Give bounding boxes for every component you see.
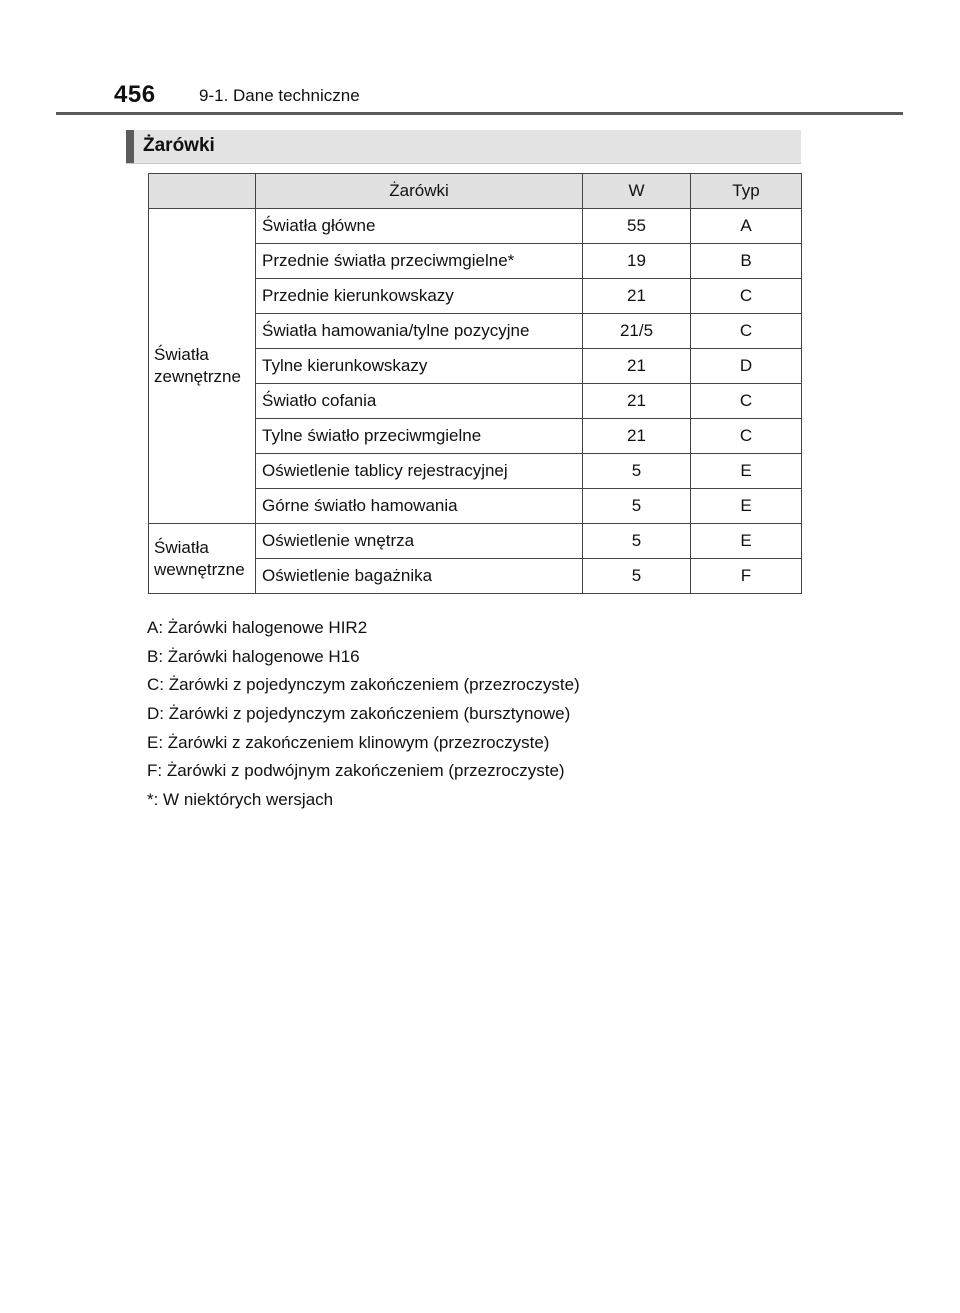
bulb-watt: 5 [583, 559, 691, 594]
bulb-name: Oświetlenie bagażnika [256, 559, 583, 594]
legend-item: F: Żarówki z podwójnym zakończeniem (przezroczyste) [147, 761, 565, 781]
column-header-watt: W [583, 174, 691, 209]
page-header [0, 0, 960, 120]
bulb-type: D [691, 349, 802, 384]
bulb-name: Oświetlenie wnętrza [256, 524, 583, 559]
group-label-exterior [149, 209, 256, 524]
legend [147, 614, 827, 815]
bulb-name: Górne światło hamowania [256, 489, 583, 524]
legend-item: D: Żarówki z pojedynczym zakończeniem (bursztynowe) [147, 704, 571, 724]
bulbs-table [148, 173, 802, 594]
legend-item: E: Żarówki z zakończeniem klinowym (przezroczyste) [147, 732, 550, 752]
table-row [149, 209, 802, 244]
section-title: Żarówki [143, 135, 215, 156]
page-number: 456 [114, 81, 156, 108]
column-header-bulbs: Żarówki [256, 174, 583, 209]
chapter-title: 9-1. Dane techniczne [199, 86, 360, 105]
bulb-type: E [691, 454, 802, 489]
bulb-watt: 21 [583, 279, 691, 314]
bulb-name: Tylne światło przeciwmgielne [256, 419, 583, 454]
header-divider [56, 112, 903, 115]
table-header-row [149, 174, 802, 209]
bulb-name: Oświetlenie tablicy rejestracyjnej [256, 454, 583, 489]
legend-footnote: *: W niektórych wersjach [147, 790, 334, 810]
legend-item: A: Żarówki halogenowe HIR2 [147, 618, 368, 637]
bulb-watt: 5 [583, 524, 691, 559]
column-header-type: Typ [691, 174, 802, 209]
bulb-name: Przednie kierunkowskazy [256, 279, 583, 314]
legend-item: C: Żarówki z pojedynczym zakończeniem (przezroczyste) [147, 675, 580, 695]
section-heading-bar [126, 130, 134, 163]
bulb-watt: 21/5 [583, 314, 691, 349]
legend-item: B: Żarówki halogenowe H16 [147, 646, 360, 666]
bulb-watt: 55 [583, 209, 691, 244]
bulb-watt: 5 [583, 489, 691, 524]
group-label-line: zewnętrzne [154, 367, 241, 386]
bulb-type: B [691, 244, 802, 279]
bulb-type: F [691, 559, 802, 594]
group-label-line: wewnętrzne [154, 559, 245, 579]
bulb-watt: 21 [583, 349, 691, 384]
bulb-type: A [691, 209, 802, 244]
bulb-watt: 21 [583, 384, 691, 419]
bulb-type: E [691, 489, 802, 524]
bulb-name: Światło cofania [256, 384, 583, 419]
bulb-name: Światła hamowania/tylne pozycyjne [256, 314, 583, 349]
group-label-line: Światła [154, 345, 209, 364]
bulb-type: C [691, 279, 802, 314]
group-label-line: Światła [154, 537, 209, 557]
table-row [149, 524, 802, 559]
section-heading [126, 130, 801, 164]
group-label-interior [149, 524, 256, 594]
bulb-watt: 5 [583, 454, 691, 489]
bulb-name: Tylne kierunkowskazy [256, 349, 583, 384]
bulb-name: Przednie światła przeciwmgielne* [256, 244, 583, 279]
bulb-type: E [691, 524, 802, 559]
bulb-watt: 21 [583, 419, 691, 454]
column-header-category [149, 174, 256, 209]
bulb-watt: 19 [583, 244, 691, 279]
bulb-type: C [691, 384, 802, 419]
bulb-type: C [691, 314, 802, 349]
bulb-name: Światła główne [256, 209, 583, 244]
bulb-type: C [691, 419, 802, 454]
